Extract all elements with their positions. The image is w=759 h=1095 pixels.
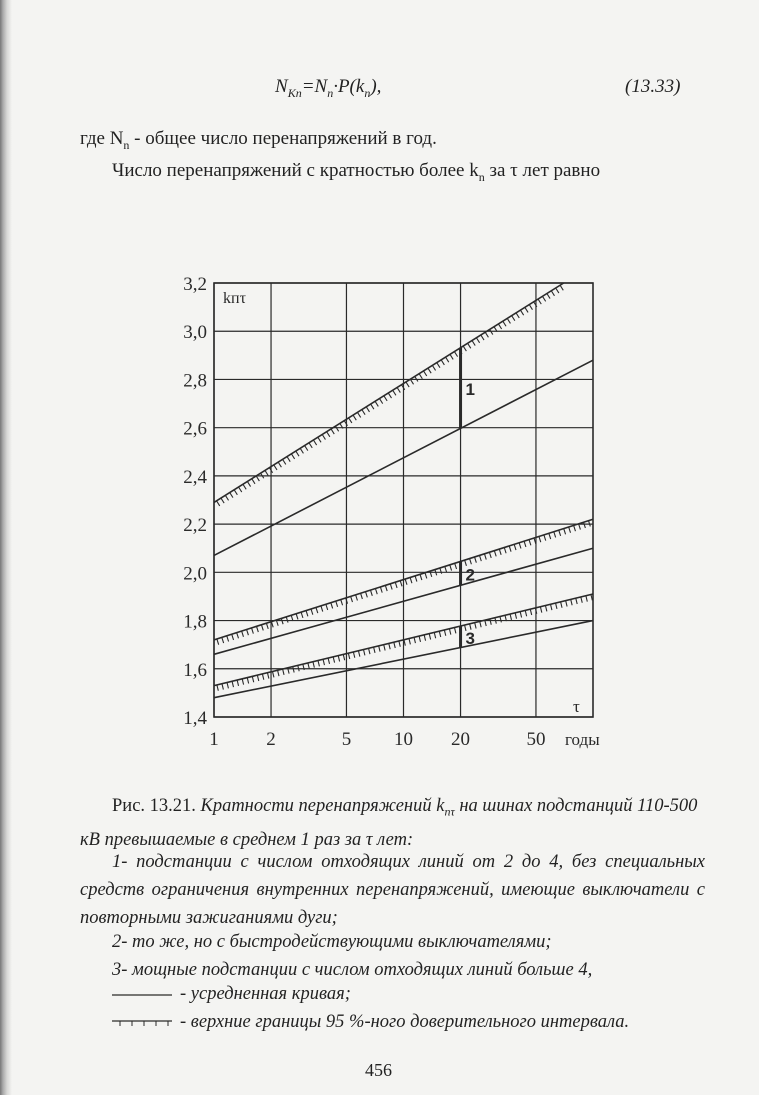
y-tick-label: 1,4 <box>183 708 207 729</box>
hatch-tick <box>237 680 238 686</box>
hatch-tick <box>576 598 577 604</box>
hatch-tick <box>574 525 576 531</box>
hatch-tick <box>252 676 253 682</box>
hatch-tick <box>586 596 587 602</box>
hatch-tick <box>424 371 427 376</box>
hatch-tick <box>291 454 294 459</box>
curve-label-2: 2 <box>465 565 476 585</box>
hatch-tick <box>507 318 510 323</box>
hatch-tick <box>498 324 501 329</box>
hatch-tick <box>410 577 412 583</box>
hatch-tick <box>305 446 308 451</box>
hatch-tick <box>384 645 385 651</box>
hatch-tick <box>362 410 365 415</box>
x-tick-label: 1 <box>209 729 219 750</box>
y-tick-label: 1,6 <box>183 659 207 681</box>
hatch-tick <box>454 628 455 634</box>
hatch-tick <box>481 335 484 340</box>
hatch-tick <box>397 387 400 392</box>
hatch-tick <box>455 563 457 569</box>
hatch-tick <box>494 551 496 557</box>
hatch-tick <box>300 448 303 453</box>
hatch-tick <box>363 650 364 656</box>
hatch-tick <box>327 432 330 437</box>
hatch-tick <box>351 596 353 602</box>
hatch-tick <box>296 451 299 456</box>
x-unit-label: годы <box>565 730 600 749</box>
hatch-tick <box>301 612 303 618</box>
y-tick-label: 1,8 <box>183 611 207 633</box>
hatch-tick <box>393 390 396 395</box>
hatch-tick <box>405 579 407 585</box>
hatch-tick <box>394 642 395 648</box>
hatch-tick <box>409 639 410 645</box>
hatch-tick <box>348 653 349 659</box>
y-tick-label: 2,4 <box>183 466 207 488</box>
hatch-tick <box>425 573 427 579</box>
hatch-tick <box>273 672 274 678</box>
hatch-tick <box>234 490 237 495</box>
hatch-tick <box>349 418 352 423</box>
hatch-tick <box>283 669 284 675</box>
hatch-tick <box>472 341 475 346</box>
hatch-tick <box>336 601 338 607</box>
hatch-tick <box>591 595 592 601</box>
hatch-tick <box>384 396 387 401</box>
hatch-tick <box>581 597 582 603</box>
hatch-tick <box>257 626 259 632</box>
hatch-tick <box>554 532 556 538</box>
hatch-tick <box>584 522 586 528</box>
hatch-tick <box>470 559 472 565</box>
hatch-tick <box>525 610 526 616</box>
hatch-tick <box>369 648 370 654</box>
caption-item-1: 1- подстанции с числом отходящих линий от 2 до 4, без специальных средств ограничения внутренних перенапряжений, имеющие выключатели с повторными зажиганиями дуги; <box>80 852 705 928</box>
hatch-tick <box>296 614 298 620</box>
y-tick-label: 3,2 <box>183 274 207 295</box>
y-tick-label: 2,8 <box>183 370 207 392</box>
hatch-tick <box>549 533 551 539</box>
hatch-tick <box>380 587 382 593</box>
hatch-tick <box>475 623 476 629</box>
hatch-tick <box>217 685 218 691</box>
hatch-tick <box>380 399 383 404</box>
hatch-tick <box>516 313 519 318</box>
x-tick-label: 10 <box>394 729 413 750</box>
hatch-tick <box>283 459 286 464</box>
hatch-tick <box>242 679 243 685</box>
hatch-tick <box>439 631 440 637</box>
hatch-tick <box>444 630 445 636</box>
hatch-tick <box>556 603 557 609</box>
y-tick-label: 3,0 <box>183 322 207 344</box>
hatch-tick <box>341 600 343 606</box>
hatch-tick <box>227 683 228 689</box>
hatch-tick <box>559 530 561 536</box>
y-tick-label: 2,2 <box>183 515 207 537</box>
text-line-2: Число перенапряжений с кратностью более $k_n$ за τ лет равно <box>112 160 601 184</box>
hatch-tick <box>371 404 374 409</box>
hatch-tick <box>313 662 314 668</box>
hatch-tick <box>434 632 435 638</box>
hatch-tick <box>385 585 387 591</box>
hatch-tick <box>429 634 430 640</box>
hatch-tick <box>499 549 501 555</box>
hatch-tick <box>564 529 566 535</box>
x-tick-label: 50 <box>526 729 546 750</box>
legend-average: - усредненная кривая; <box>112 984 351 1005</box>
hatch-tick <box>242 631 244 637</box>
hatch-tick <box>551 291 554 296</box>
hatch-tick <box>379 646 380 652</box>
hatch-tick <box>328 658 329 664</box>
hatch-tick <box>489 552 491 558</box>
hatch-tick <box>322 434 325 439</box>
hatch-tick <box>463 346 466 351</box>
hatch-tick <box>419 636 420 642</box>
hatch-tick <box>540 607 541 613</box>
figure-caption: Рис. 13.21. Кратности перенапряжений $k_{n\tau}$ на шинах подстанций 110-500 кВ превышаемые в среднем 1 раз за τ лет: <box>80 796 698 850</box>
hatch-tick <box>415 576 417 582</box>
hatch-tick <box>515 613 516 619</box>
hatch-tick <box>281 618 283 624</box>
hatch-tick <box>247 678 248 684</box>
caption-item-2: 2- то же, но с быстродействующими выключателями; <box>112 932 552 952</box>
hatch-tick <box>544 535 546 541</box>
curve-label-3: 3 <box>465 628 476 648</box>
hatch-tick <box>293 667 294 673</box>
hatch-tick <box>265 470 268 475</box>
hatch-tick <box>286 617 288 623</box>
hatch-tick <box>370 590 372 596</box>
hatch-tick <box>490 329 493 334</box>
hatch-tick <box>217 639 219 645</box>
hatch-tick <box>343 654 344 660</box>
hatch-tick <box>437 363 440 368</box>
hatch-tick <box>519 543 521 549</box>
hatch-tick <box>247 629 249 635</box>
hatch-tick <box>566 601 567 607</box>
hatch-tick <box>414 637 415 643</box>
hatch-tick <box>512 316 515 321</box>
y-axis-label: kпτ <box>223 290 246 307</box>
hatch-tick <box>571 599 572 605</box>
hatch-tick <box>318 437 321 442</box>
y-tick-label: 2,0 <box>183 563 207 585</box>
hatch-tick <box>547 294 550 299</box>
hatch-tick <box>266 623 268 629</box>
hatch-tick <box>338 656 339 662</box>
hatch-tick <box>395 582 397 588</box>
formula: $N_{Kn}=N_n\cdot P(k_n)$, <box>275 76 382 100</box>
x-tick-label: 2 <box>266 729 276 750</box>
hatch-tick <box>326 604 328 610</box>
hatch-tick <box>353 652 354 658</box>
hatch-tick <box>542 296 545 301</box>
hatch-tick <box>525 307 528 312</box>
hatch-tick <box>399 641 400 647</box>
hatch-tick <box>441 360 444 365</box>
x-tick-label: 20 <box>451 729 471 750</box>
hatch-tick <box>335 426 338 431</box>
hatch-tick <box>509 546 511 552</box>
hatch-tick <box>353 415 356 420</box>
hatch-tick <box>450 565 452 571</box>
hatch-tick <box>529 540 531 546</box>
text-line-1: где $N_n$ - общее число перенапряжений в год. <box>80 128 437 152</box>
hatch-tick <box>222 637 224 643</box>
hatch-tick <box>524 541 526 547</box>
hatch-tick <box>313 440 316 445</box>
x-tick-label: 5 <box>341 729 352 750</box>
hatch-tick <box>556 288 559 293</box>
hatch-tick <box>449 629 450 635</box>
hatch-tick <box>217 501 220 506</box>
series-1-upper-line <box>214 283 564 502</box>
hatch-tick <box>490 619 491 625</box>
hatch-tick <box>485 332 488 337</box>
hatch-tick <box>388 393 391 398</box>
hatch-tick <box>267 673 268 679</box>
hatch-tick <box>287 457 290 462</box>
hatch-tick <box>278 462 281 467</box>
hatch-tick <box>560 285 563 290</box>
hatch-tick <box>475 557 477 563</box>
hatch-tick <box>454 352 457 357</box>
hatch-tick <box>225 495 228 500</box>
hatch-tick <box>503 321 506 326</box>
hatch-tick <box>514 544 516 550</box>
hatch-tick <box>243 484 246 489</box>
hatch-tick <box>428 368 431 373</box>
hatch-tick <box>357 412 360 417</box>
hatch-tick <box>579 524 581 530</box>
hatch-tick <box>479 555 481 561</box>
caption-item-3: 3- мощные подстанции с числом отходящих линий больше 4, <box>112 960 593 980</box>
hatch-tick <box>504 548 506 554</box>
hatch-tick <box>356 595 358 601</box>
legend-upper: - верхние границы 95 %-ного доверительного интервала. <box>112 1012 629 1033</box>
hatch-tick <box>227 636 229 642</box>
hatch-tick <box>298 665 299 671</box>
hatch-tick <box>318 661 319 667</box>
hatch-tick <box>247 481 250 486</box>
hatch-tick <box>366 592 368 598</box>
hatch-tick <box>306 611 308 617</box>
hatch-tick <box>476 338 479 343</box>
hatch-tick <box>404 640 405 646</box>
hatch-tick <box>331 429 334 434</box>
hatch-tick <box>316 607 318 613</box>
hatch-tick <box>530 609 531 615</box>
hatch-tick <box>545 606 546 612</box>
hatch-tick <box>424 635 425 641</box>
hatch-tick <box>480 621 481 627</box>
hatch-tick <box>374 647 375 653</box>
hatch-tick <box>257 675 258 681</box>
hatch-tick <box>232 681 233 687</box>
hatch-tick <box>389 643 390 649</box>
hatch-tick <box>261 625 263 631</box>
hatch-tick <box>539 536 541 542</box>
hatch-tick <box>495 618 496 624</box>
hatch-tick <box>321 606 323 612</box>
hatch-tick <box>450 354 453 359</box>
hatch-tick <box>331 603 333 609</box>
hatch-tick <box>366 407 369 412</box>
legend-upper-line <box>112 1018 174 1028</box>
hatch-tick <box>333 657 334 663</box>
y-tick-label: 2,6 <box>183 418 207 440</box>
equation-number: (13.33) <box>625 76 681 97</box>
hatch-tick <box>256 476 259 481</box>
hatch-tick <box>232 634 234 640</box>
hatch-tick <box>468 343 471 348</box>
hatch-tick <box>309 443 312 448</box>
hatch-tick <box>274 465 277 470</box>
hatch-tick <box>262 674 263 680</box>
hatch-tick <box>375 401 378 406</box>
hatch-tick <box>445 566 447 572</box>
hatch-tick <box>551 604 552 610</box>
hatch-tick <box>230 493 233 498</box>
hatch-tick <box>406 382 409 387</box>
hatch-tick <box>311 609 313 615</box>
hatch-tick <box>520 310 523 315</box>
hatch-tick <box>252 479 255 484</box>
hatch-tick <box>561 602 562 608</box>
hatch-tick <box>419 374 422 379</box>
hatch-tick <box>375 588 377 594</box>
hatch-tick <box>239 487 242 492</box>
series-1-upper-hatch <box>217 285 564 506</box>
hatch-tick <box>222 684 223 690</box>
hatch-tick <box>358 651 359 657</box>
hatch-tick <box>484 554 486 560</box>
hatch-tick <box>500 617 501 623</box>
hatch-tick <box>432 365 435 370</box>
hatch-tick <box>221 498 224 503</box>
hatch-tick <box>390 584 392 590</box>
x-axis-label: τ <box>573 697 580 716</box>
legend-average-line <box>112 990 174 1000</box>
hatch-tick <box>400 581 402 587</box>
hatch-tick <box>538 299 541 304</box>
hatch-tick <box>569 527 571 533</box>
hatch-tick <box>520 612 521 618</box>
hatch-tick <box>323 659 324 665</box>
hatch-tick <box>308 663 309 669</box>
page-number: 456 <box>365 1060 392 1080</box>
hatch-tick <box>510 614 511 620</box>
hatch-tick <box>237 633 239 639</box>
hatch-tick <box>529 305 532 310</box>
hatch-tick <box>361 593 363 599</box>
hatch-tick <box>420 574 422 580</box>
curve-label-1: 1 <box>465 380 476 400</box>
hatch-tick <box>446 357 449 362</box>
hatch-tick <box>278 670 279 676</box>
hatch-tick <box>252 628 254 634</box>
